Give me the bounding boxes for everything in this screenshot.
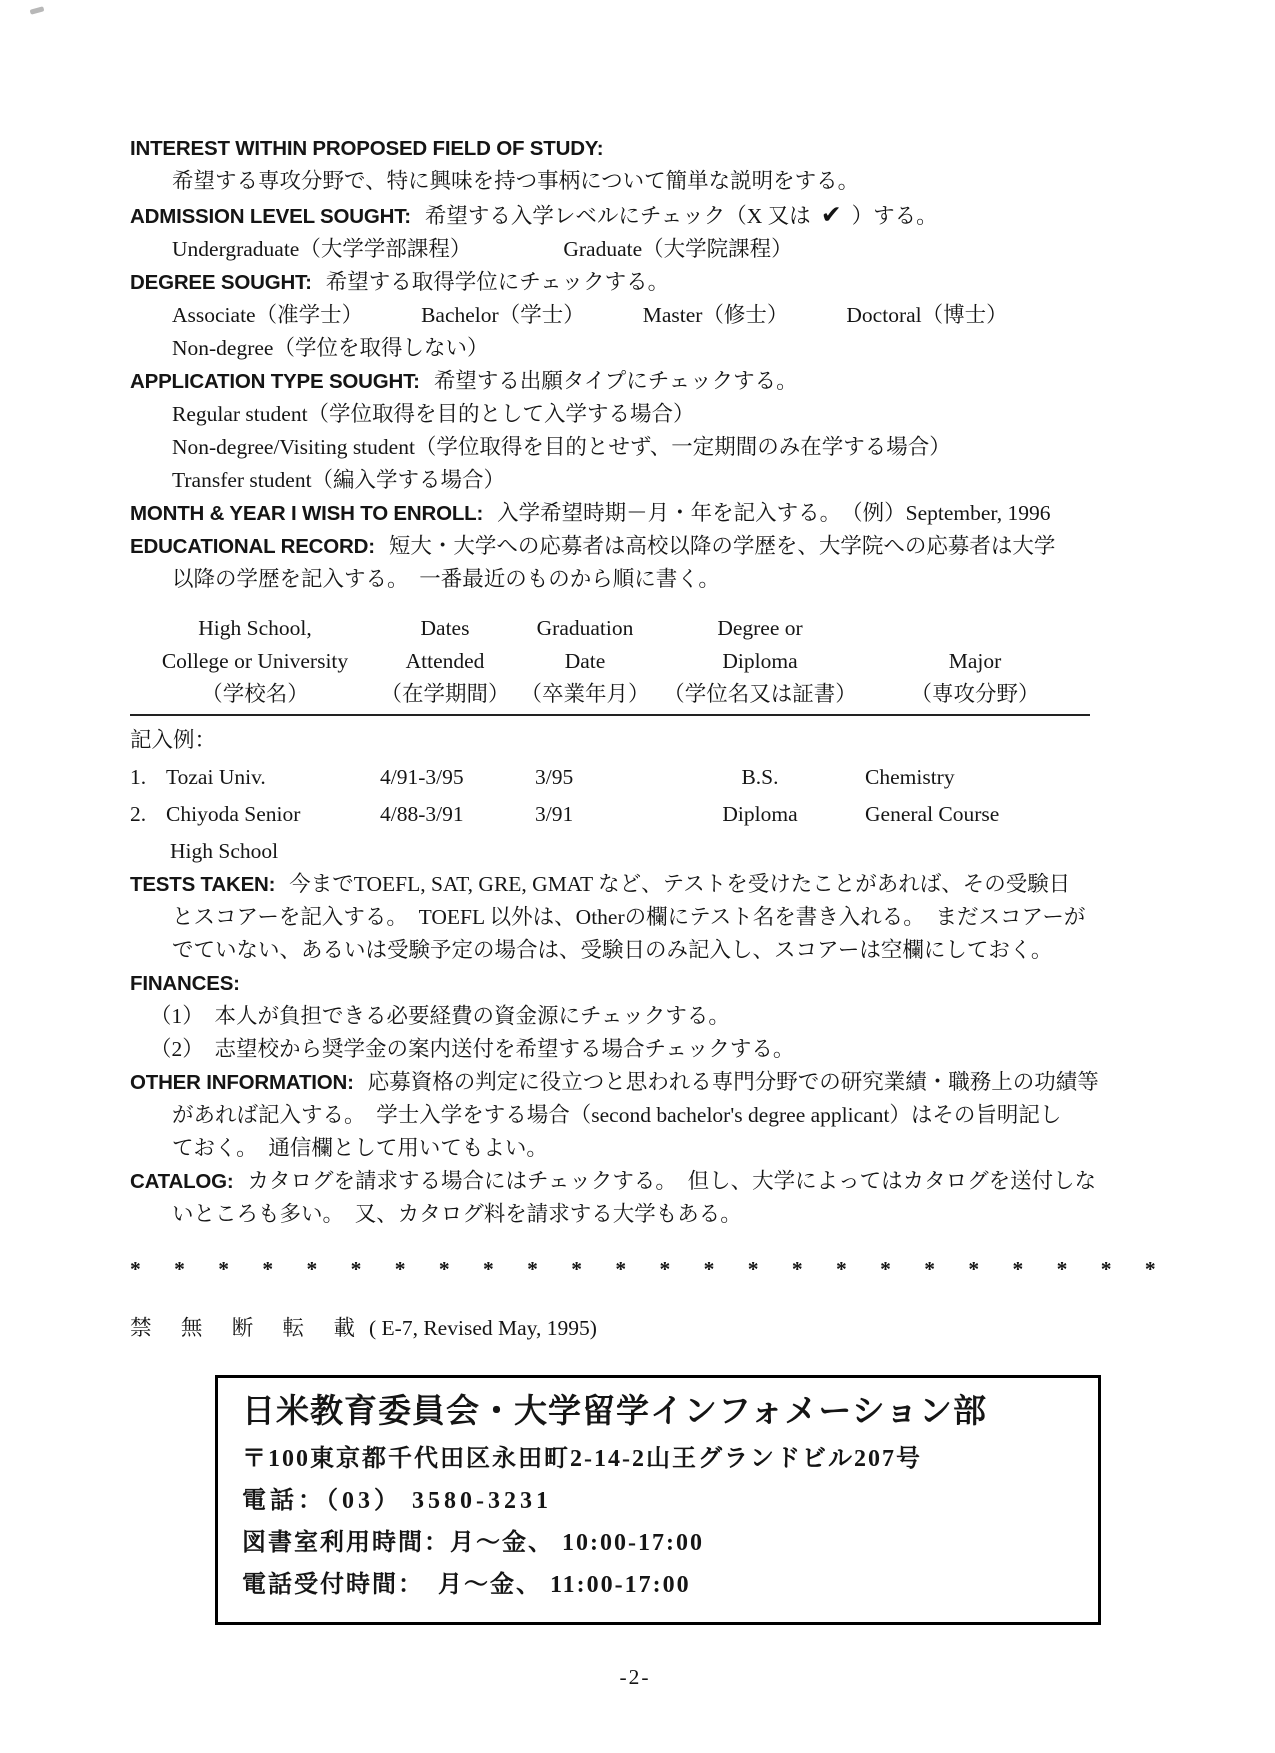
section-admission-heading	[130, 198, 1140, 233]
degree-label: DEGREE SOUGHT:	[130, 271, 312, 294]
section-enroll-heading	[130, 497, 1140, 530]
option-nondegree: Non-degree（学位を取得しない）	[172, 336, 489, 360]
table-row-2-major: General Course	[865, 802, 1000, 826]
enroll-desc: 入学希望時期－月・年を記入する。 （例）September, 1996	[497, 501, 1051, 525]
table-row-2-grad: 3/91	[535, 802, 574, 826]
col-header-degree: Degree or Diploma （学位名又は証書）	[660, 612, 860, 716]
other-line1: 応募資格の判定に役立つと思われる専門分野での研究業績・職務上の功績等	[367, 1070, 1099, 1094]
application-label: APPLICATION TYPE SOUGHT:	[130, 370, 420, 393]
section-record-heading	[130, 530, 1140, 563]
catalog-label: CATALOG:	[130, 1170, 234, 1193]
option-visiting-student: Non-degree/Visiting student（学位取得を目的とせず、一定期間のみ在学する場合）	[172, 435, 951, 459]
copyright-line	[130, 1312, 1140, 1345]
other-label: OTHER INFORMATION:	[130, 1071, 354, 1094]
application-desc: 希望する出願タイプにチェックする。	[433, 369, 798, 393]
tests-line2: とスコアーを記入する。 TOEFL 以外は、Otherの欄にテスト名を書き入れる。 まだスコアーが	[172, 905, 1086, 929]
option-doctoral: Doctoral（博士）	[846, 303, 1008, 327]
finances-label: FINANCES:	[130, 972, 240, 995]
enroll-label: MONTH & YEAR I WISH TO ENROLL:	[130, 502, 484, 525]
table-row-1-major: Chemistry	[865, 765, 955, 789]
org-phone: 電話：（03） 3580-3231	[242, 1488, 552, 1514]
col-header-dates: Dates Attended （在学期間）	[380, 612, 510, 716]
record-line1: 短大・大学への応募者は高校以降の学歴を、大学院への応募者は大学	[388, 534, 1056, 558]
educational-record-table	[130, 612, 1140, 868]
tests-line3: でていない、あるいは受験予定の場合は、受験日のみ記入し、スコアーは空欄にしておく。	[172, 938, 1053, 962]
org-phone-hours: 電話受付時間： 月～金、 11:00-17:00	[242, 1572, 691, 1598]
table-row-1-grad: 3/95	[535, 765, 574, 789]
section-application-heading	[130, 365, 1140, 398]
option-transfer-student: Transfer student（編入学する場合）	[172, 468, 506, 492]
catalog-line2: いところも多い。 又、カタログ料を請求する大学もある。	[172, 1202, 742, 1226]
table-row-1-degree: B.S.	[741, 765, 779, 789]
option-regular-student: Regular student（学位取得を目的として入学する場合）	[172, 402, 695, 426]
record-label: EDUCATIONAL RECORD:	[130, 535, 375, 558]
other-line3: ておく。 通信欄として用いてもよい。	[172, 1136, 548, 1160]
tests-label: TESTS TAKEN:	[130, 873, 276, 896]
tests-line1: 今までTOEFL, SAT, GRE, GMAT など、テストを受けたことがあれば、その受験日	[289, 872, 1071, 896]
col-header-school: High School, College or University （学校名）	[130, 612, 380, 716]
copyright-rest: ( E-7, Revised May, 1995)	[369, 1316, 597, 1340]
interest-label: INTEREST WITHIN PROPOSED FIELD OF STUDY:	[130, 137, 604, 160]
document-page	[130, 132, 1157, 1694]
section-interest-heading	[130, 132, 1140, 165]
section-tests-heading	[130, 868, 1140, 901]
example-label: 記入例：	[130, 728, 217, 752]
catalog-line1: カタログを請求する場合にはチェックする。 但し、大学によってはカタログを送付しな	[247, 1169, 1097, 1193]
org-title: 日米教育委員会・大学留学インフォメーション部	[242, 1394, 988, 1430]
checkmark-icon: ✔	[820, 200, 842, 229]
admission-label: ADMISSION LEVEL SOUGHT:	[130, 205, 411, 228]
table-row-2-school-continuation: High School	[170, 839, 279, 863]
admission-desc-post: ）する。	[851, 204, 938, 228]
table-row-1-dates: 4/91-3/95	[380, 765, 464, 789]
admission-desc-pre: 希望する入学レベルにチェック（X 又は	[424, 204, 811, 228]
scan-artifact	[30, 6, 45, 14]
degree-options	[130, 299, 1140, 332]
finances-item-2: （2） 志望校から奨学金の案内送付を希望する場合チェックする。	[150, 1037, 795, 1061]
copyright-kanji: 禁 無 断 転 載	[130, 1316, 368, 1340]
interest-description: 希望する専攻分野で、特に興味を持つ事柄について簡単な説明をする。	[172, 169, 860, 193]
table-row-2-school: 2. Chiyoda Senior	[130, 802, 301, 826]
other-line2: があれば記入する。 学士入学をする場合（second bachelor's degree applicant）はその旨明記し	[172, 1103, 1062, 1127]
finances-item-1: （1） 本人が負担できる必要経費の資金源にチェックする。	[150, 1004, 730, 1028]
section-finances-heading	[130, 967, 1140, 1000]
option-undergraduate: Undergraduate（大学学部課程）	[172, 237, 472, 261]
asterisk-separator: * * * * * * * * * * * * * * * * * * * * * * * *	[130, 1257, 1157, 1281]
option-bachelor: Bachelor（学士）	[421, 303, 585, 327]
table-row-2-degree: Diploma	[722, 802, 798, 826]
page-number: -2-	[619, 1665, 651, 1689]
section-catalog-heading	[130, 1165, 1140, 1198]
degree-desc: 希望する取得学位にチェックする。	[325, 270, 670, 294]
contact-info-box	[215, 1375, 1101, 1625]
option-associate: Associate（准学士）	[172, 303, 364, 327]
org-address: 〒100東京都千代田区永田町2-14-2山王グランドビル207号	[242, 1446, 922, 1472]
option-graduate: Graduate（大学院課程）	[563, 237, 793, 261]
admission-options	[130, 233, 1140, 266]
org-library-hours: 図書室利用時間：月～金、 10:00-17:00	[242, 1530, 704, 1556]
section-degree-heading	[130, 266, 1140, 299]
option-master: Master（修士）	[642, 303, 789, 327]
table-row-2-dates: 4/88-3/91	[380, 802, 464, 826]
section-other-heading	[130, 1066, 1140, 1099]
record-line2: 以降の学歴を記入する。 一番最近のものから順に書く。	[172, 567, 720, 591]
col-header-major: Major （専攻分野）	[860, 612, 1090, 716]
table-row-1-school: 1. Tozai Univ.	[130, 765, 266, 789]
col-header-graduation: Graduation Date （卒業年月）	[510, 612, 660, 716]
